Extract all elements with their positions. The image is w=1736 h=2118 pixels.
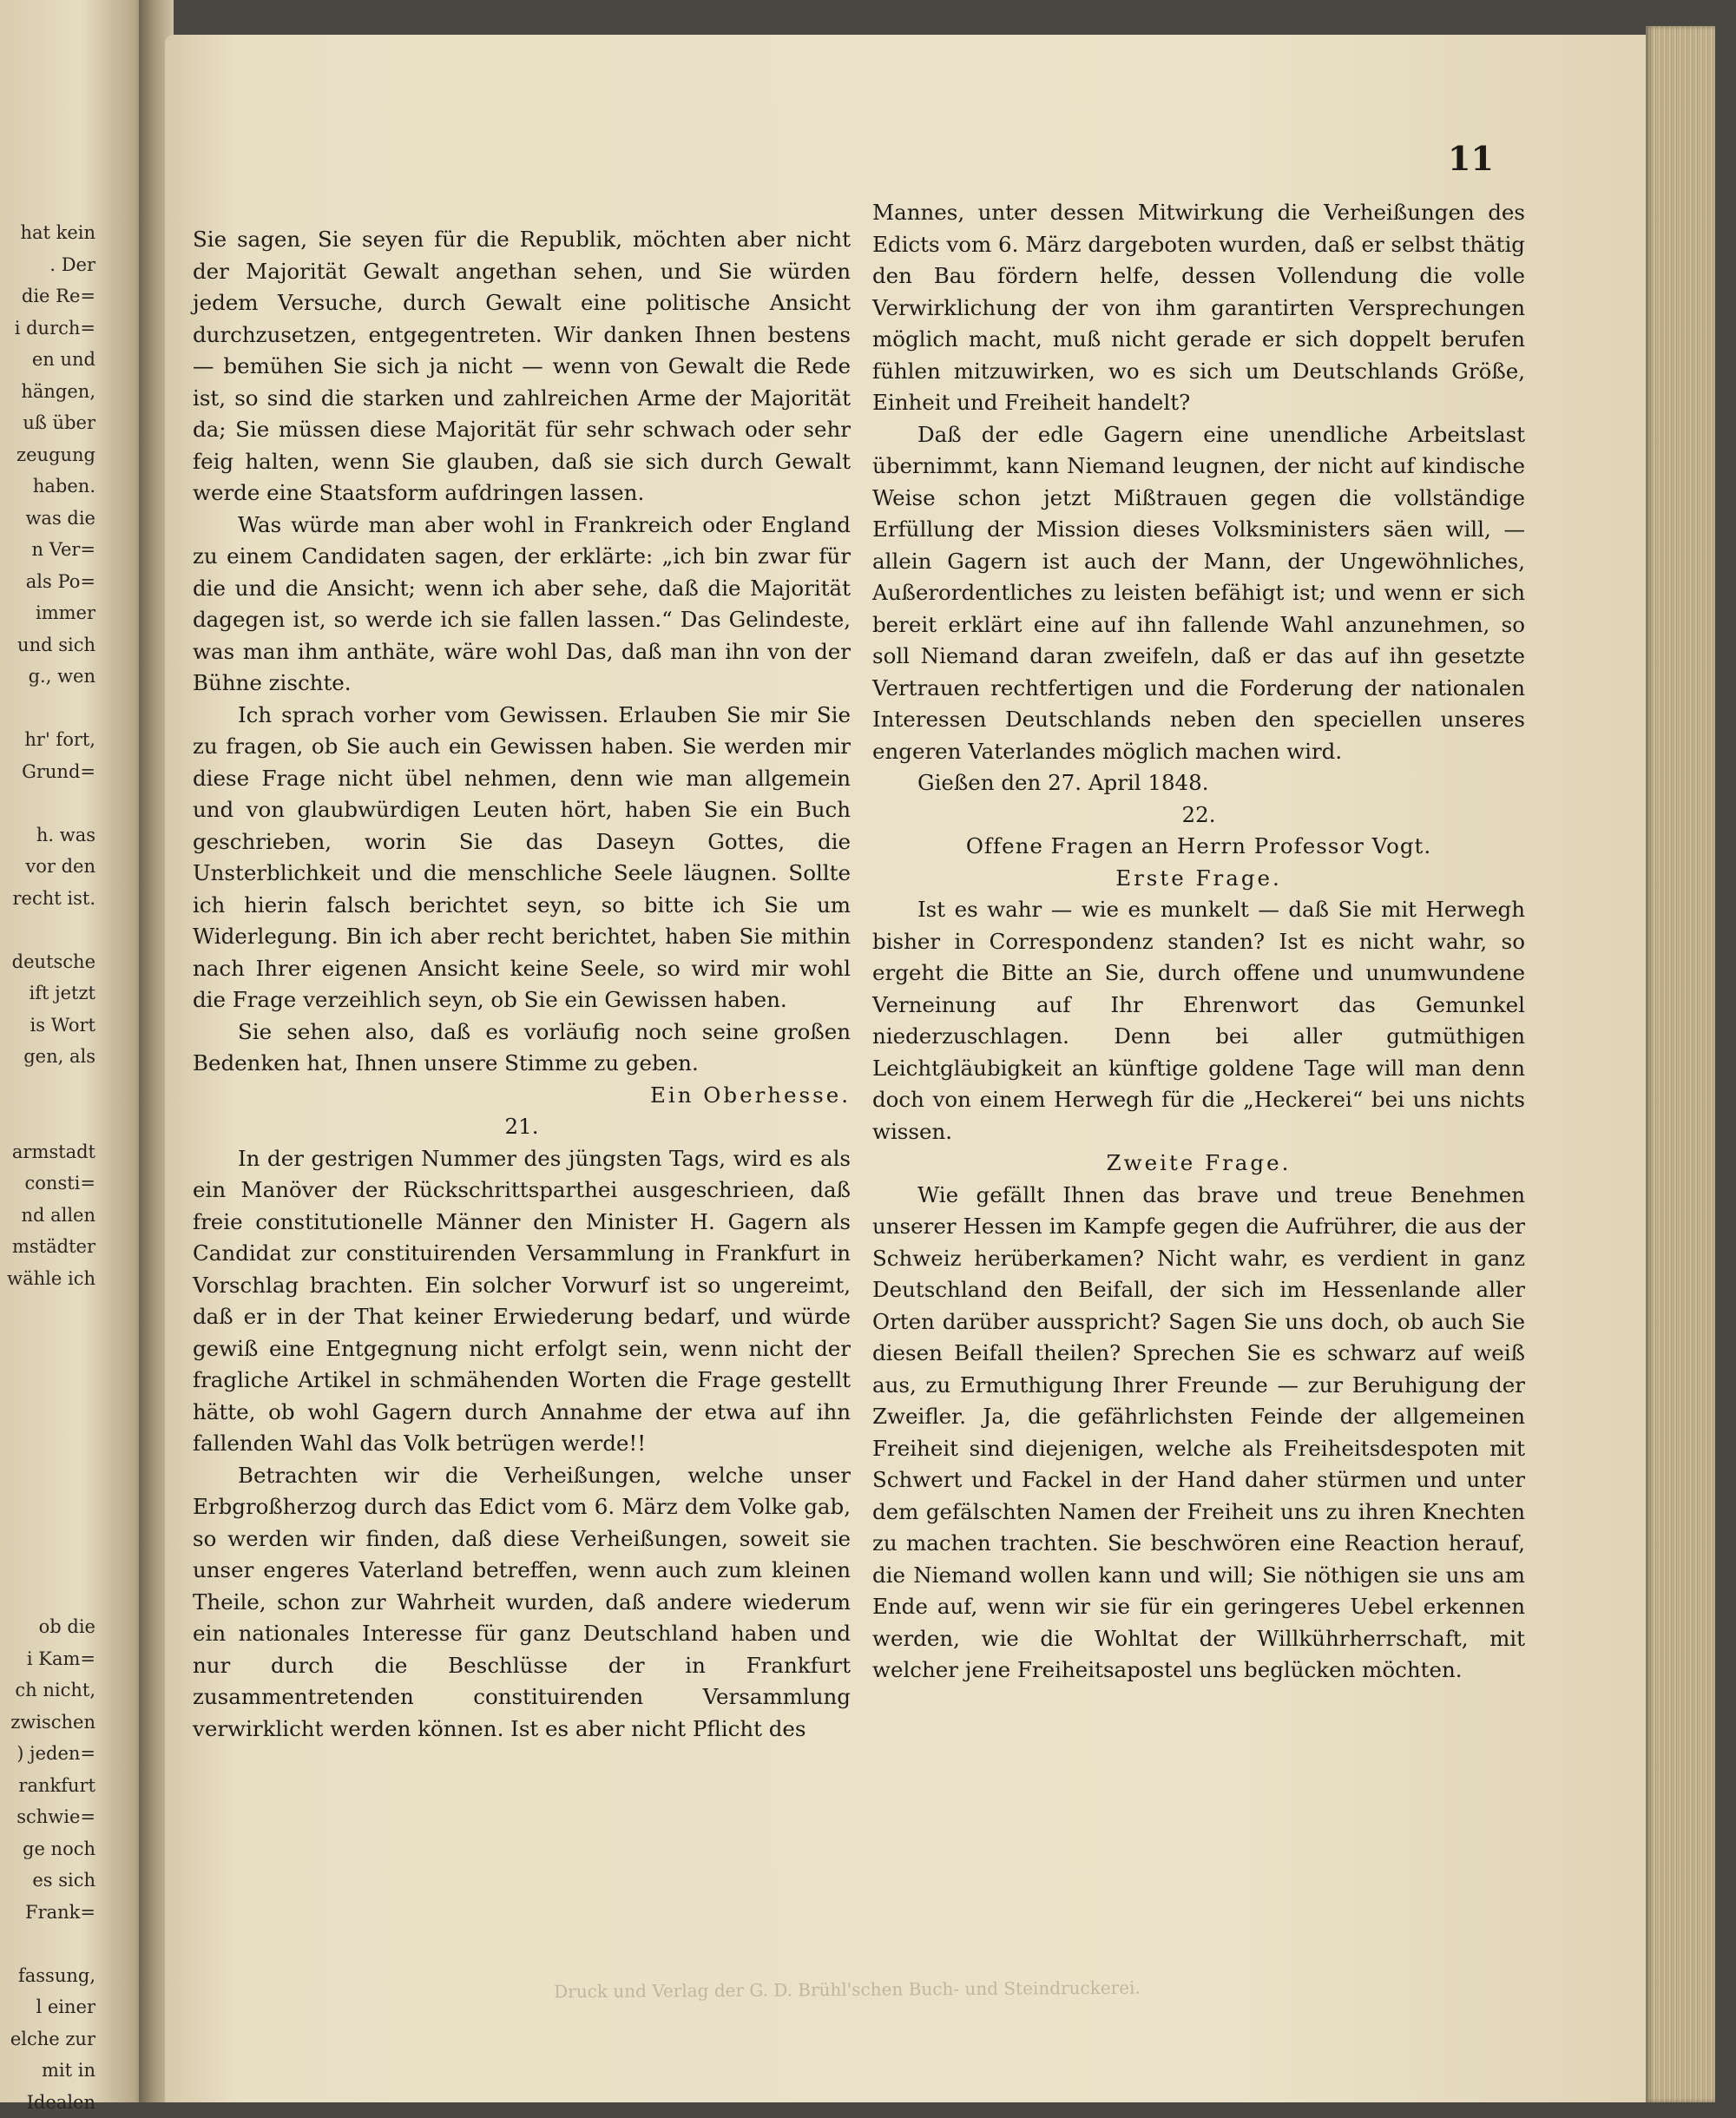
text-fragment (0, 1390, 95, 1422)
text-fragment: hr' fort, (0, 724, 95, 756)
text-fragment (0, 1294, 95, 1326)
text-fragment (0, 1421, 95, 1453)
right-paragraph: Mannes, unter dessen Mitwirkung die Verheißungen des Edicts vom 6. März dargeboten wurden, daß er selbst thätig den Bau fördern helfe, dessen Vollendung die volle Verwirklichung der von ihm garantirten Versprechungen möglich macht, muß nicht gerade er sich doppelt berufen fühlen mitzuwirken, wo es sich um Deutschlands Größe, Einheit und Freiheit handelt? (872, 197, 1525, 419)
article-number: 22. (872, 799, 1525, 832)
text-fragment: fassung, (0, 1960, 95, 1992)
text-fragment: nd allen (0, 1200, 95, 1232)
text-fragment (0, 1358, 95, 1390)
left-paragraph: Betrachten wir die Verheißungen, welche unser Erbgroßherzog durch das Edict vom 6. März dem Volke gab, so werden wir finden, daß diese Verheißungen, soweit sie unser engeres Vaterland betreffen, wenn auch zum kleinen Theile, schon zur Wahrheit wurden, daß andere wiederum ein nationales Interesse für ganz Deutschland haben und nur durch die Beschlüsse der in Frankfurt zusammentretenden constituirenden Versammlung verwirklicht werden können. Ist es aber nicht Pflicht des (193, 1460, 851, 1746)
text-fragment: immer (0, 597, 95, 629)
text-fragment: rankfurt (0, 1770, 95, 1802)
right-paragraph: Gießen den 27. April 1848. (872, 767, 1525, 799)
signature: Ein Oberhesse. (193, 1080, 851, 1112)
text-fragment: mit in (0, 2055, 95, 2087)
printer-imprint: Druck und Verlag der G. D. Brühl'schen Buch- und Steindruckerei. (196, 1975, 1498, 2004)
text-fragment: gen, als (0, 1041, 95, 1073)
text-fragment: Frank= (0, 1897, 95, 1929)
text-fragment: hängen, (0, 376, 95, 408)
text-fragment (0, 1453, 95, 1485)
right-paragraph: Daß der edle Gagern eine unendliche Arbeitslast übernimmt, kann Niemand leugnen, der nicht auf kindische Weise schon jetzt Mißtrauen gegen die vollständige Erfüllung der Mission dieses Volksministers säen will, — allein Gagern ist auch der Mann, der Ungewöhnliches, Außerordentliches zu leisten befähigt ist; und wenn er sich bereit erklärt eine auf ihn fallende Wahl anzunehmen, so soll Niemand daran zweifeln, daß er das auf ihn gesetzte Vertrauen rechtfertigen und die Forderung der nationalen Interessen Deutschlands neben den speciellen unseres engeren Vaterlandes möglich machen wird. (872, 419, 1525, 768)
text-fragment: ge noch (0, 1833, 95, 1865)
text-fragment: zeugung (0, 439, 95, 471)
text-fragment: schwie= (0, 1801, 95, 1833)
text-fragment: hat kein (0, 217, 95, 249)
text-fragment (0, 693, 95, 725)
text-fragment: ch nicht, (0, 1674, 95, 1707)
text-fragment: was die (0, 503, 95, 535)
text-fragment (0, 1548, 95, 1580)
text-fragment (0, 1484, 95, 1516)
page-number: 11 (1448, 139, 1494, 178)
text-fragment: Grund= (0, 756, 95, 788)
text-fragment: wähle ich (0, 1263, 95, 1295)
text-fragment (0, 1516, 95, 1549)
text-fragment: elche zur (0, 2023, 95, 2056)
text-fragment: . Der (0, 249, 95, 281)
text-fragment: armstadt (0, 1136, 95, 1168)
text-fragment: zwischen (0, 1707, 95, 1739)
text-fragment: consti= (0, 1168, 95, 1200)
text-fragment (0, 1326, 95, 1358)
text-fragment: die Re= (0, 280, 95, 312)
text-fragment: uß über (0, 407, 95, 439)
text-fragment: vor den (0, 851, 95, 883)
text-fragment: en und (0, 344, 95, 376)
text-fragment: als Po= (0, 566, 95, 598)
left-column (193, 224, 851, 1745)
text-fragment: mstädter (0, 1231, 95, 1263)
right-paragraph: Ist es wahr — wie es munkelt — daß Sie mit Herwegh bisher in Correspondenz standen? Ist es nicht wahr, so ergeht die Bitte an Sie, durch offene und unumwundene Verneinung auf Ihr Ehrenwort das Gemunkel niederzuschlagen. Denn bei aller gutmüthigen Leichtgläubigkeit an künftige goldene Tage will man denn doch von einem Herwegh für die „Heckerei“ bei uns nichts wissen. (872, 894, 1525, 1148)
question-heading: Zweite Frage. (872, 1148, 1525, 1180)
page-edges (1646, 26, 1715, 2102)
text-fragment: i durch= (0, 312, 95, 345)
text-fragment: h. was (0, 819, 95, 852)
left-paragraph: Sie sagen, Sie seyen für die Republik, möchten aber nicht der Majorität Gewalt angethan sehen, und Sie würden jedem Versuche, durch Gewalt eine politische Ansicht durchzusetzen, entgegentreten. Wir danken Ihnen bestens — bemühen Sie sich ja nicht — wenn von Gewalt die Rede ist, so sind die starken und zahlreichen Arme der Majorität da; Sie müssen diese Majorität für sehr schwach oder sehr feig halten, wenn Sie glauben, daß sie sich durch Gewalt werde eine Staatsform aufdringen lassen. (193, 224, 851, 510)
text-fragment: ift jetzt (0, 977, 95, 1010)
text-fragment (0, 787, 95, 819)
text-fragment (0, 1073, 95, 1105)
text-fragment: Idealen (0, 2087, 95, 2118)
text-fragment (0, 1580, 95, 1612)
text-fragment: n Ver= (0, 534, 95, 566)
left-paragraph: In der gestrigen Nummer des jüngsten Tags, wird es als ein Manöver der Rückschrittsparthei ausgeschrieen, daß freie constitutionelle Männer den Minister H. Gagern als Candidat zur constituirenden Versammlung in Frankfurt in Vorschlag brachten. Ein solcher Vorwurf ist so ungereimt, daß er in der That keiner Erwiederung bedarf, und würde gewiß eine Entgegnung nicht erfolgt sein, wenn nicht der fragliche Artikel in schmähenden Worten die Frage gestellt hätte, ob wohl Gagern durch Annahme der etwa auf ihn fallenden Wahl das Volk betrügen werde!! (193, 1143, 851, 1460)
text-fragment: deutsche (0, 946, 95, 978)
text-fragment (0, 1104, 95, 1136)
text-fragment: ) jeden= (0, 1738, 95, 1770)
text-fragment: g., wen (0, 661, 95, 693)
left-paragraph: Ich sprach vorher vom Gewissen. Erlauben Sie mir Sie zu fragen, ob Sie auch ein Gewissen haben. Sie werden mir diese Frage nicht übel nehmen, denn wie man allgemein und von glaubwürdigen Leuten hört, haben Sie ein Buch geschrieben, worin Sie das Daseyn Gottes, die Unsterblichkeit und die menschliche Seele läugnen. Sollte ich hierin falsch berichtet seyn, so bitte ich Sie um Widerlegung. Bin ich aber recht berichtet, haben Sie mithin nach Ihrer eigenen Ansicht keine Seele, so wird mir wohl die Frage verzeihlich seyn, ob Sie ein Gewissen haben. (193, 700, 851, 1016)
left-page-text-fragments (0, 217, 95, 2118)
text-fragment (0, 914, 95, 946)
text-fragment: und sich (0, 629, 95, 661)
right-column (872, 197, 1525, 1687)
left-paragraph: Was würde man aber wohl in Frankreich oder England zu einem Candidaten sagen, der erklärte: „ich bin zwar für die und die Ansicht; wenn ich aber sehe, daß die Majorität dagegen ist, so werde ich sie fallen lassen.“ Das Gelindeste, was man ihm anthäte, wäre wohl Das, daß man ihn von der Bühne zischte. (193, 510, 851, 700)
text-fragment: haben. (0, 470, 95, 503)
text-fragment: ob die (0, 1611, 95, 1643)
text-fragment: l einer (0, 1991, 95, 2023)
text-fragment (0, 1928, 95, 1960)
article-number: 21. (193, 1111, 851, 1143)
question-heading: Erste Frage. (872, 863, 1525, 895)
text-fragment: i Kam= (0, 1643, 95, 1675)
text-fragment: recht ist. (0, 883, 95, 915)
article-headline: Offene Fragen an Herrn Professor Vogt. (872, 831, 1525, 863)
text-fragment: is Wort (0, 1010, 95, 1042)
right-paragraph: Wie gefällt Ihnen das brave und treue Benehmen unserer Hessen im Kampfe gegen die Aufrührer, die aus der Schweiz herüberkamen? Nicht wahr, es verdient in ganz Deutschland den Beifall, der sich im Hessenlande aller Orten darüber ausspricht? Sagen Sie uns doch, ob auch Sie diesen Beifall theilen? Sprechen Sie es schwarz auf weiß aus, zu Ermuthigung Ihrer Freunde — zur Beruhigung der Zweifler. Ja, die gefährlichsten Feinde der allgemeinen Freiheit sind diejenigen, welche als Freiheitsdespoten mit Schwert und Fackel in der Hand daher stürmen und unter dem gefälschten Namen der Freiheit uns zu ihren Knechten zu machen trachten. Sie beschwören eine Reaction herauf, die Niemand wollen kann und will; Sie nöthigen sie uns am Ende auf, wenn wir sie für ein geringeres Uebel erkennen werden, wie die Wohltat der Willkührherrschaft, mit welcher jene Freiheitsapostel uns beglücken möchten. (872, 1180, 1525, 1687)
left-paragraph: Sie sehen also, daß es vorläufig noch seine großen Bedenken hat, Ihnen unsere Stimme zu geben. (193, 1016, 851, 1080)
text-fragment: es sich (0, 1865, 95, 1897)
